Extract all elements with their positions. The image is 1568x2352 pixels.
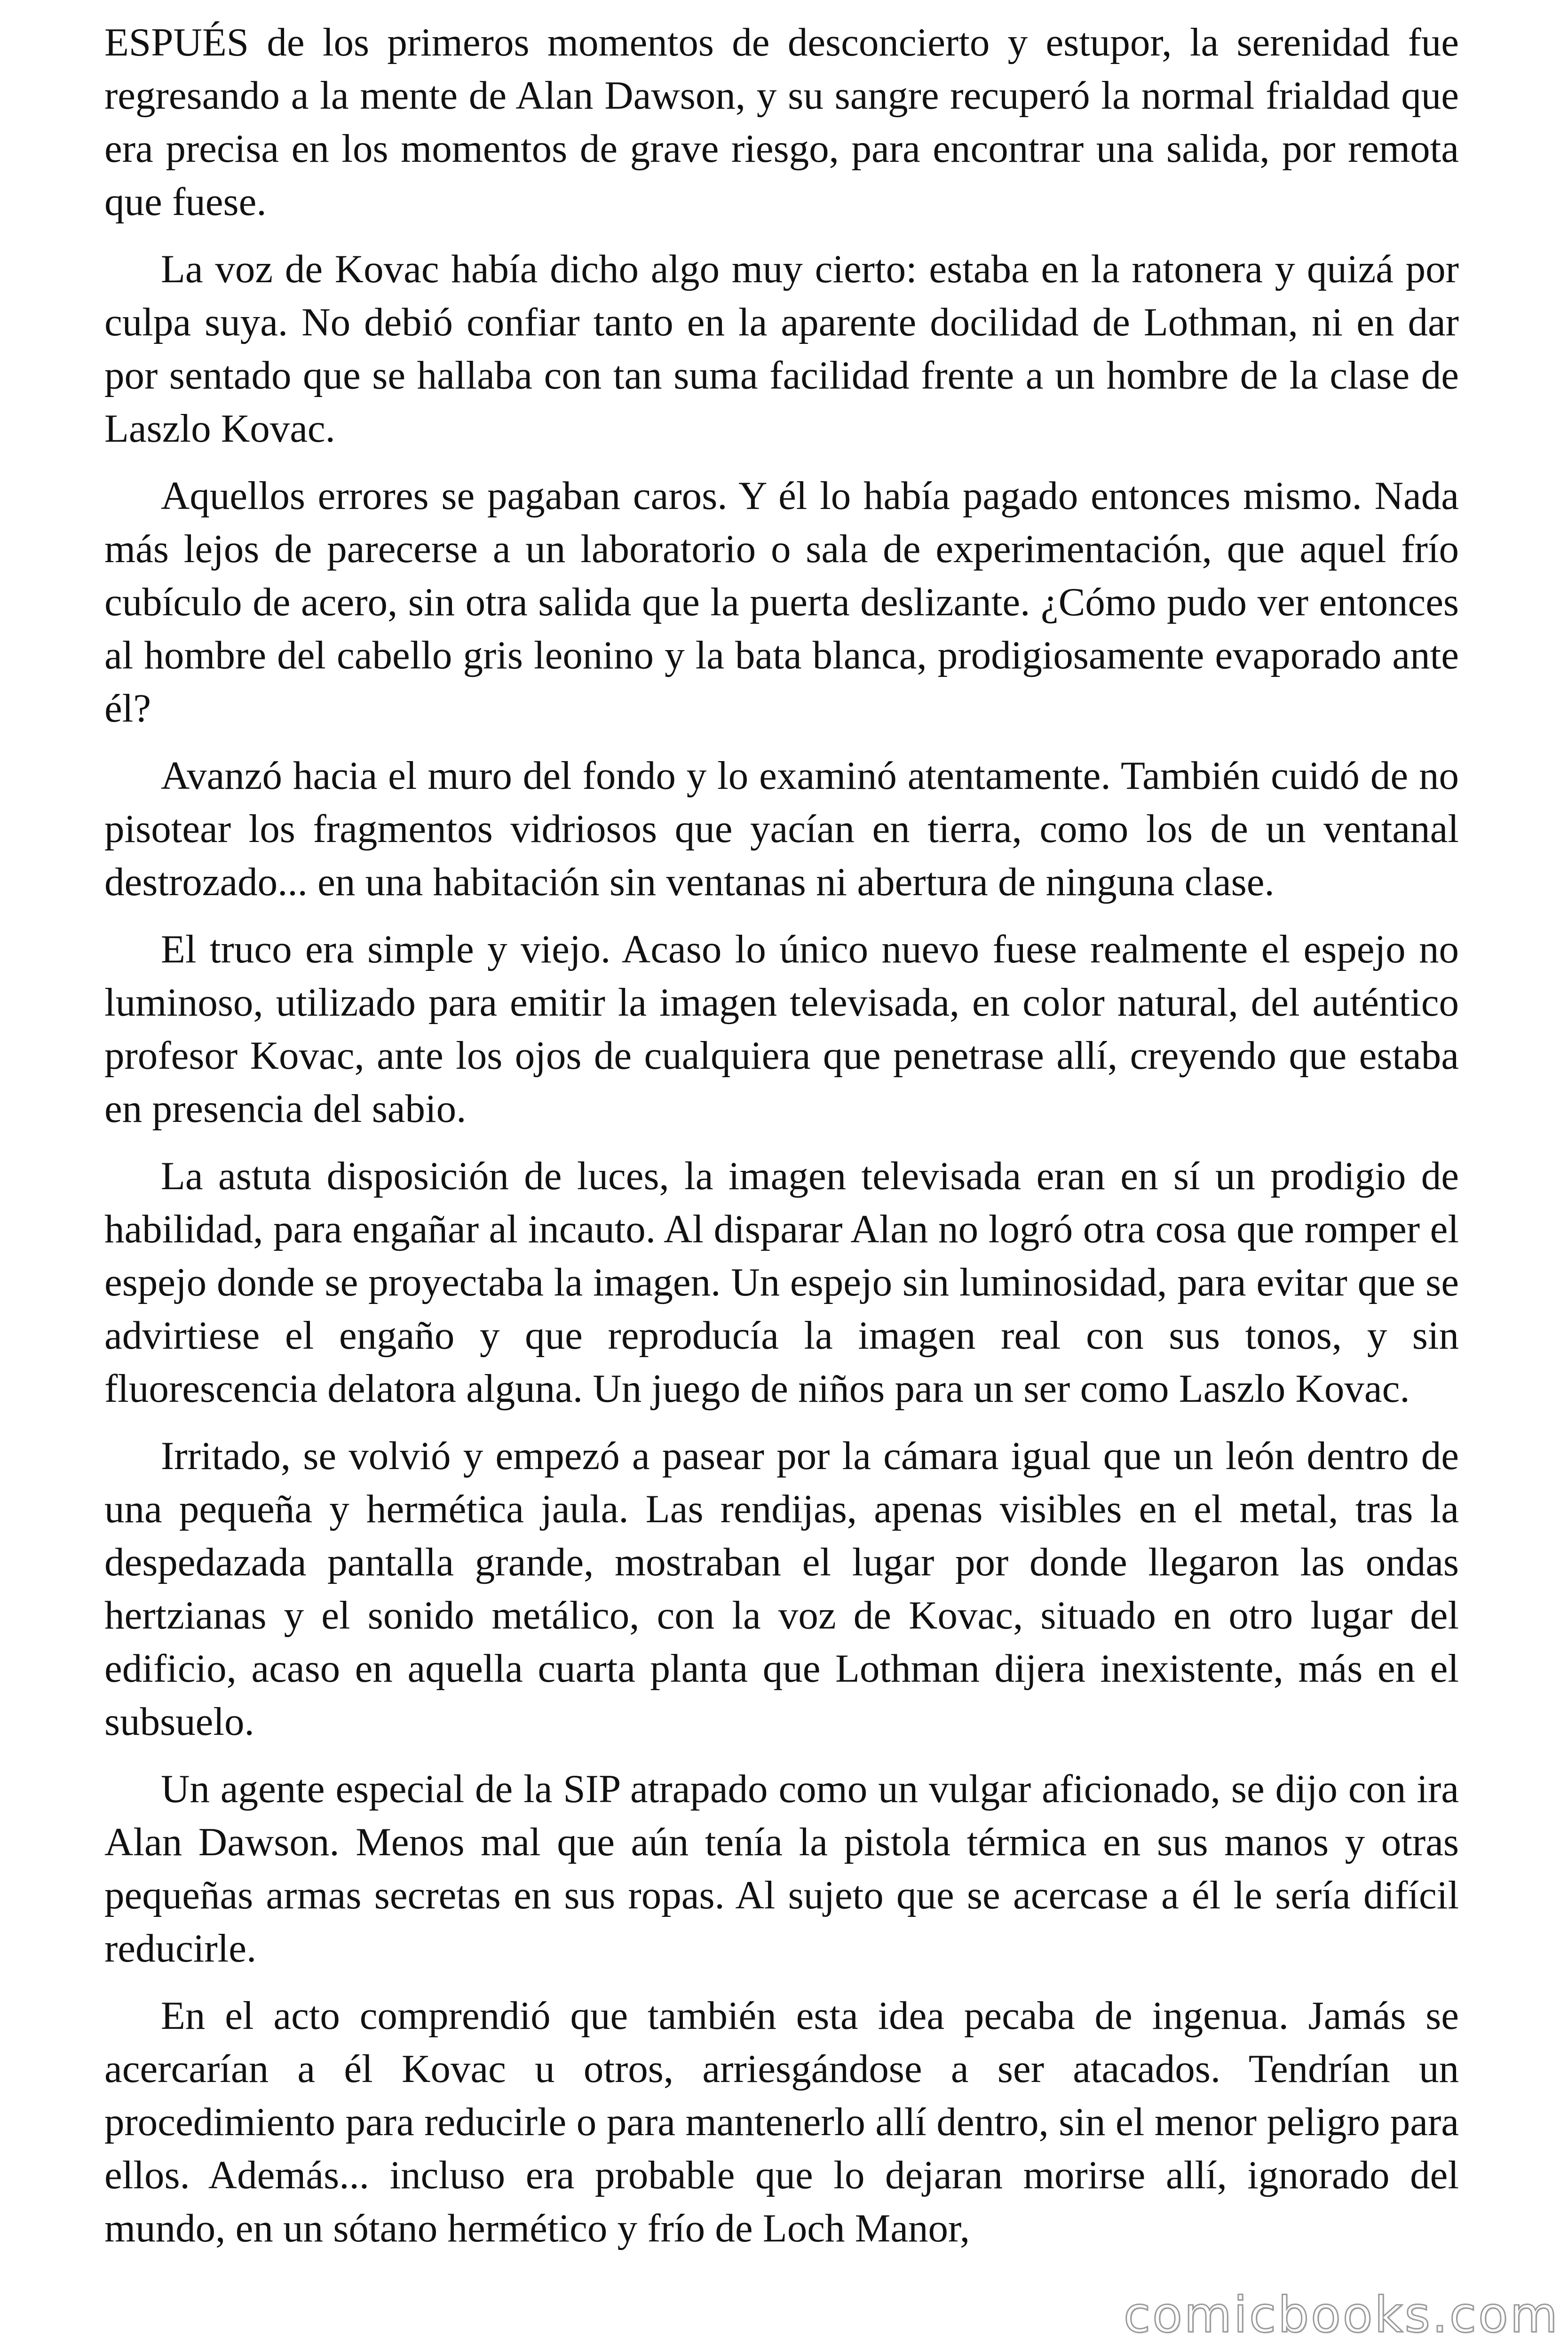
paragraph-5: El truco era simple y viejo. Acaso lo único nuevo fuese realmente el espejo no luminoso, utilizado para emitir la imagen televisada, en color natural, del auténtico profesor Kovac, ante los ojos de cualquiera que penetrase allí, creyendo que estaba en presencia del sabio. — [104, 927, 1459, 1131]
paragraph-4: Avanzó hacia el muro del fondo y lo examinó atentamente. También cuidó de no pisotear los fragmentos vidriosos que yacían en tierra, como los de un ventanal destrozado... en una habitación sin ventanas ni abertura de ninguna clase. — [104, 754, 1459, 904]
paragraph-3: Aquellos errores se pagaban caros. Y él lo había pagado entonces mismo. Nada más lejos de parecerse a un laboratorio o sala de experimentación, que aquel frío cubículo de acero, sin otra salida que la puerta deslizante. ¿Cómo pudo ver entonces al hombre del cabello gris leonino y la bata blanca, prodigiosamente evaporado ante él? — [104, 474, 1459, 731]
body-text — [104, 16, 1459, 2269]
paragraph-2: La voz de Kovac había dicho algo muy cierto: estaba en la ratonera y quizá por culpa suya. No debió confiar tanto en la aparente docilidad de Lothman, ni en dar por sentado que se hallaba con tan suma facilidad frente a un hombre de la clase de Laszlo Kovac. — [104, 247, 1459, 451]
paragraph-8: Un agente especial de la SIP atrapado como un vulgar aficionado, se dijo con ira Alan Dawson. Menos mal que aún tenía la pistola térmica en sus manos y otras pequeñas armas secretas en sus ropas. Al sujeto que se acercase a él le sería difícil reducirle. — [104, 1767, 1459, 1971]
paragraph-9: En el acto comprendió que también esta idea pecaba de ingenua. Jamás se acercarían a él Kovac u otros, arriesgándose a ser atacados. Tendrían un procedimiento para reducirle o para mantenerlo allí dentro, sin el menor peligro para ellos. Además... incluso era probable que lo dejaran morirse allí, ignorado del mundo, en un sótano hermético y frío de Loch Manor, — [104, 1994, 1459, 2250]
paragraph-1: ESPUÉS de los primeros momentos de desconcierto y estupor, la serenidad fue regresando a la mente de Alan Dawson, y su sangre recuperó la normal frialdad que era precisa en los momentos de grave riesgo, para encontrar una salida, por remota que fuese. — [104, 20, 1459, 224]
paragraph-7: Irritado, se volvió y empezó a pasear por la cámara igual que un león dentro de una pequeña y hermética jaula. Las rendijas, apenas visibles en el metal, tras la despedazada pantalla grande, mostraban el lugar por donde llegaron las ondas hertzianas y el sonido metálico, con la voz de Kovac, situado en otro lugar del edificio, acaso en aquella cuarta planta que Lothman dijera inexistente, más en el subsuelo. — [104, 1434, 1459, 1744]
paragraph-6: La astuta disposición de luces, la imagen televisada eran en sí un prodigio de habilidad, para engañar al incauto. Al disparar Alan no logró otra cosa que romper el espejo donde se proyectaba la imagen. Un espejo sin luminosidad, para evitar que se advirtiese el engaño y que reproducía la imagen real con sus tonos, y sin fluorescencia delatora alguna. Un juego de niños para un ser como Laszlo Kovac. — [104, 1154, 1459, 1411]
watermark: comicbooks.com — [1123, 2286, 1560, 2344]
